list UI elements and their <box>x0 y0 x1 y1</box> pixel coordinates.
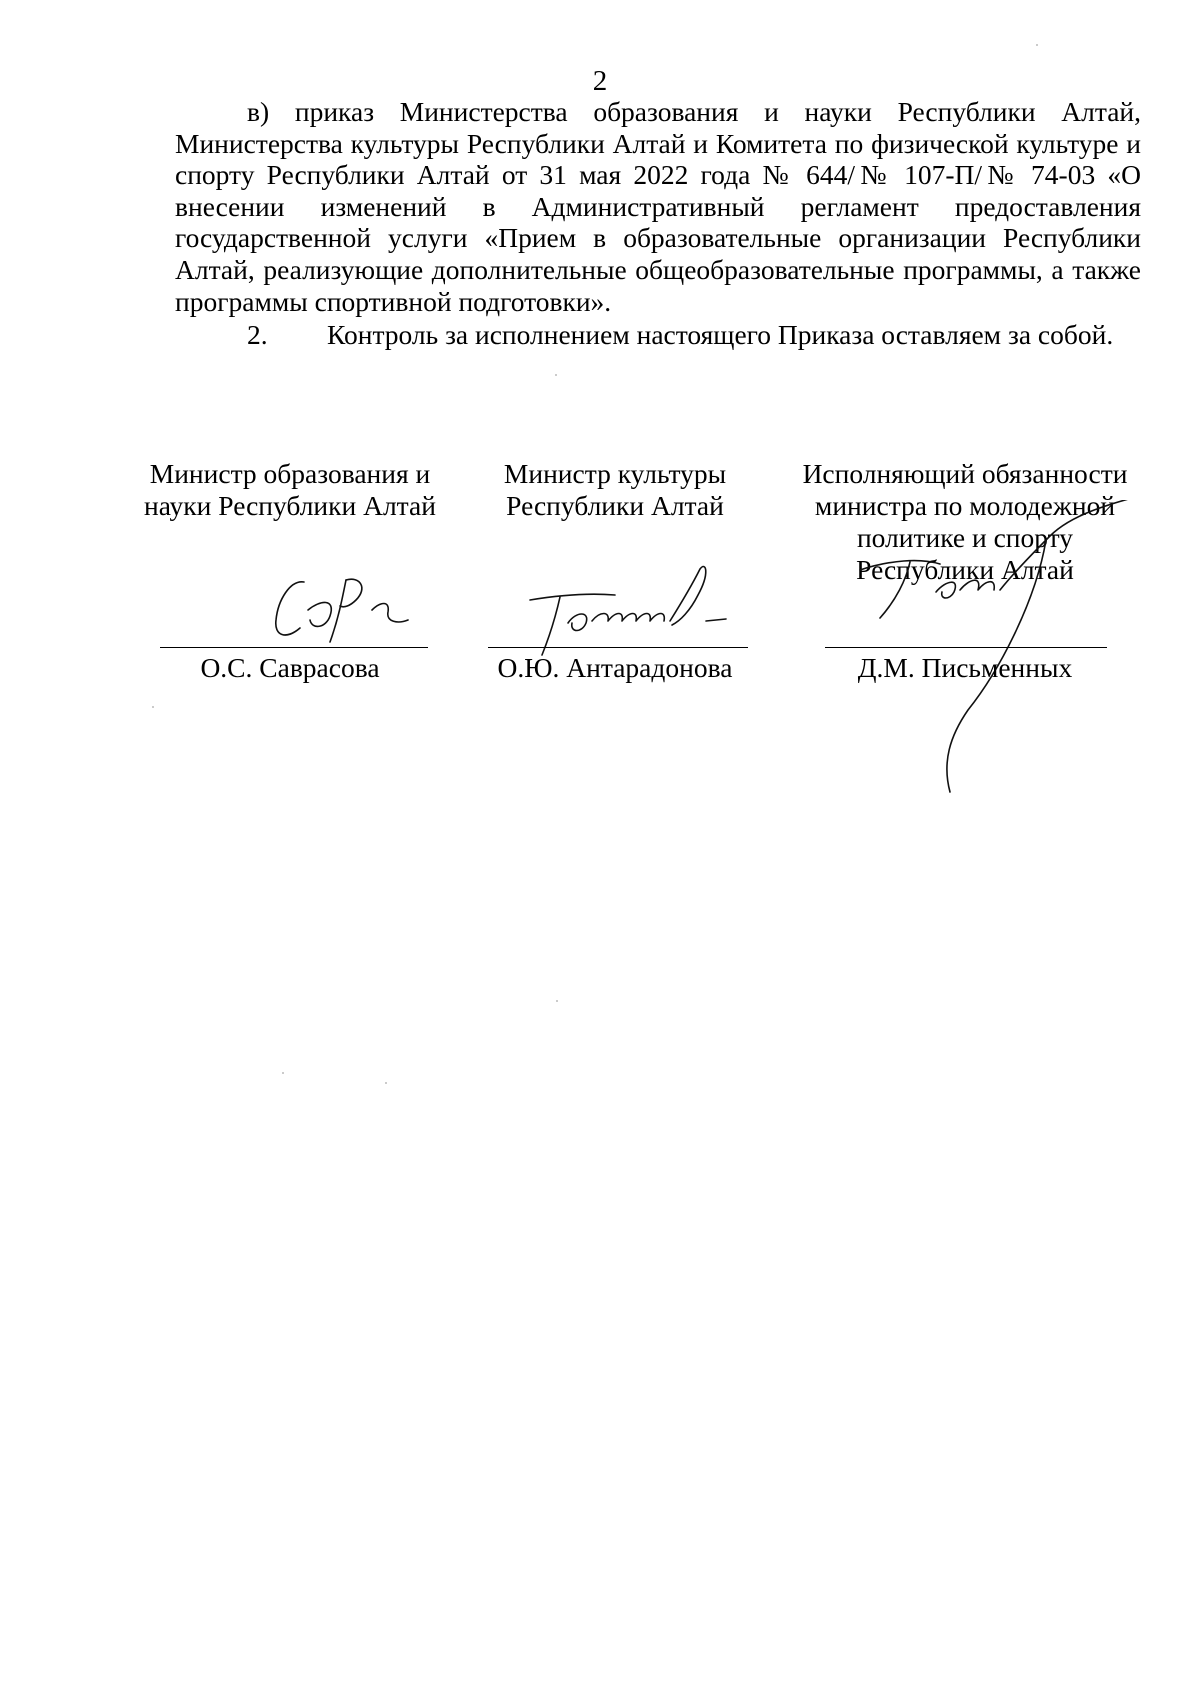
scan-speck <box>152 706 154 708</box>
signatory-title-line: Министр культуры <box>503 458 727 489</box>
signatory-3-title <box>780 458 1150 586</box>
signatory-title-line: науки Республики Алтай <box>144 490 436 521</box>
signatory-title-line: Республики Алтай <box>856 554 1074 585</box>
item-text: Контроль за исполнением настоящего Приказа оставляем за собой. <box>327 319 1114 351</box>
signatory-2-name: О.Ю. Антарадонова <box>497 652 733 683</box>
signatory-title-line: министра по молодежной <box>814 490 1116 521</box>
scan-speck <box>555 374 557 376</box>
signature-1-graphic <box>260 570 430 645</box>
scan-speck <box>1036 44 1038 46</box>
page-number: 2 <box>592 65 608 97</box>
paragraph-v: в) приказ Министерства образования и науки Республики Алтай, Министерства культуры Республики Алтай и Комитета по физической культуре и спорту Республики Алтай от 31 мая 2022 года № 644/№ 107-П/№ 74-03 «О внесении изменений в Административный регламент предоставления государственной услуги «Прием в образовательные организации Республики Алтай, реализующие дополнительные общеобразовательные программы, а также программы спортивной подготовки». <box>175 96 1141 317</box>
signatory-1-title <box>125 458 455 522</box>
signature-1-line <box>160 647 428 648</box>
document-body <box>175 96 1141 351</box>
signatory-title-line: политике и спорту <box>856 522 1074 553</box>
signatory-3-name: Д.М. Письменных <box>857 652 1073 683</box>
signature-2-line <box>488 647 748 648</box>
paragraph-item-2 <box>175 319 1141 351</box>
scan-speck <box>385 1082 387 1084</box>
signature-3-line <box>825 647 1107 648</box>
signatory-title-line: Министр образования и <box>149 458 431 489</box>
signatory-2-title <box>455 458 775 522</box>
signatory-title-line: Исполняющий обязанности <box>802 458 1128 489</box>
signatory-1-name: О.С. Саврасова <box>200 652 380 683</box>
scan-speck <box>282 1072 284 1074</box>
signatory-title-line: Республики Алтай <box>506 490 724 521</box>
signature-2-graphic <box>520 565 750 660</box>
item-number: 2. <box>247 319 268 351</box>
scan-speck <box>556 1000 558 1002</box>
